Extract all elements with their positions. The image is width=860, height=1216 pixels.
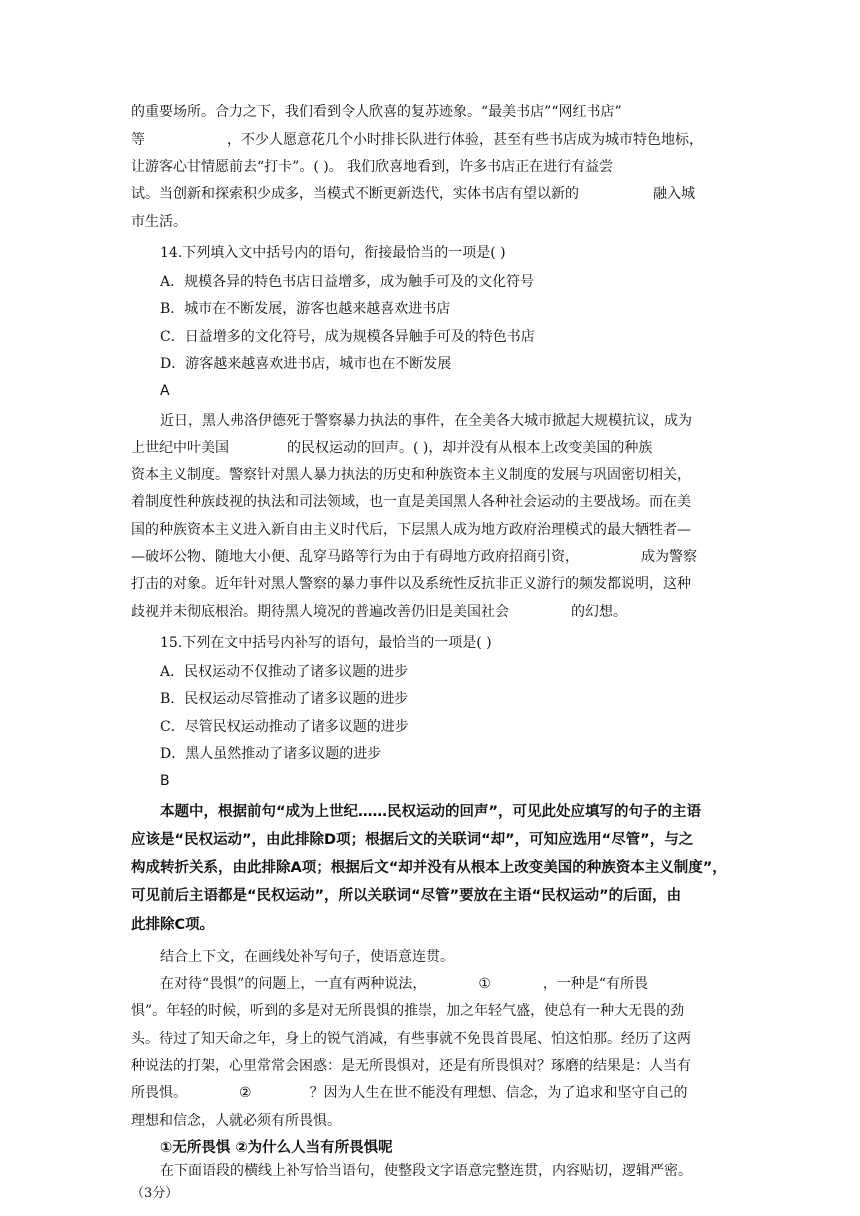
q15-answer: B xyxy=(160,773,170,789)
passage1-line5: 市生活。 xyxy=(131,214,187,230)
q15-option-c: C．尽管民权运动推动了诸多议题的进步 xyxy=(160,719,409,735)
explanation-line2: 应该是“民权运动”，由此排除D项；根据后文的关联词“却”，可知应选用“尽管”，与之 xyxy=(131,832,694,848)
q14-option-c: C．日益增多的文化符号，成为规模各异触手可及的特色书店 xyxy=(160,329,535,345)
passage2-line4: 着制度性种族歧视的执法和司法领域，也一直是美国黑人各种社会运动的主要战场。而在美 xyxy=(131,494,691,510)
q16-line4: 种说法的打架，心里常常会困惑：是无所畏惧对，还是有所畏惧对？琢磨的结果是：人当有 xyxy=(131,1058,691,1074)
explanation-line3: 构成转折关系，由此排除A项；根据后文“却并没有从根本上改变美国的种族资本主义制度”， xyxy=(131,860,727,876)
explanation-line5: 此排除C项。 xyxy=(131,917,215,933)
q16-line2: 惧”。年轻的时候，听到的多是对无所畏惧的推崇，加之年轻气盛，使总有一种大无畏的劲 xyxy=(131,1003,685,1019)
passage1-line4: 试。当创新和探索积少成多，当模式不断更新迭代，实体书店有望以新的 融入城 xyxy=(131,186,695,202)
q16-instruction: 结合上下文，在画线处补写句子，使语意连贯。 xyxy=(160,949,454,965)
q16-line3: 头。待过了知天命之年，身上的锐气消减，有些事就不免畏首畏尾、怕这怕那。经历了这两 xyxy=(131,1031,691,1047)
passage1-line1: 的重要场所。合力之下，我们看到令人欣喜的复苏迹象。“最美书店”“网红书店” xyxy=(131,104,622,120)
q14-option-a: A．规模各异的特色书店日益增多，成为触手可及的文化符号 xyxy=(160,274,535,290)
explanation-line4: 可见前后主语都是“民权运动”，所以关联词“尽管”要放在主语“民权运动”的后面，由 xyxy=(131,888,682,904)
q14-stem: 14.下列填入文中括号内的语句，衔接最恰当的一项是( ) xyxy=(160,245,506,261)
q17-line2: （3分） xyxy=(131,1186,179,1201)
passage2-line7: 打击的对象。近年针对黑人警察的暴力事件以及系统性反抗非正义游行的频发都说明，这种 xyxy=(131,576,691,592)
passage2-line6: —破坏公物、随地大小便、乱穿马路等行为由于有碍地方政府招商引资， 成为警察 xyxy=(131,549,697,565)
q14-answer: A xyxy=(160,383,170,399)
passage2-line1: 近日，黑人弗洛伊德死于警察暴力执法的事件，在全美各大城市掀起大规模抗议，成为 xyxy=(160,413,692,429)
explanation-line1: 本题中，根据前句“成为上世纪……民权运动的回声”，可见此处应填写的句子的主语 xyxy=(160,804,702,820)
passage1-line3: 让游客心甘情愿前去“打卡”。( )。 我们欣喜地看到，许多书店正在进行有益尝 xyxy=(131,159,614,175)
passage2-line5: 国的种族资本主义进入新自由主义时代后，下层黑人成为地方政府治理模式的最大牺牲者— xyxy=(131,522,691,538)
passage2-line2: 上世纪中叶美国 的民权运动的回声。( )，却并没有从根本上改变美国的种族 xyxy=(131,440,653,456)
q16-line1: 在对待“畏惧”的问题上，一直有两种说法， ① ，一种是“有所畏 xyxy=(160,976,649,992)
passage2-line8: 歧视并未彻底根治。期待黑人境况的普遍改善仍旧是美国社会 的幻想。 xyxy=(131,604,627,620)
q15-option-b: B．民权运动尽管推动了诸多议题的进步 xyxy=(160,691,409,707)
q15-option-d: D．黑人虽然推动了诸多议题的进步 xyxy=(160,746,382,762)
q15-stem: 15.下列在文中括号内补写的语句，最恰当的一项是( ) xyxy=(160,635,492,651)
q14-option-b: B．城市在不断发展，游客也越来越喜欢进书店 xyxy=(160,301,451,317)
q14-option-d: D．游客越来越喜欢进书店，城市也在不断发展 xyxy=(160,356,452,372)
passage1-line2: 等 ，不少人愿意花几个小时排长队进行体验，甚至有些书店成为城市特色地标， xyxy=(131,132,703,148)
q16-answer: ①无所畏惧 ②为什么人当有所畏惧呢 xyxy=(160,1140,393,1156)
q16-line6: 理想和信念，人就必须有所畏惧。 xyxy=(131,1113,341,1129)
q16-line5: 所畏惧。 ② ？因为人生在世不能没有理想、信念，为了追求和坚守自己的 xyxy=(131,1085,688,1101)
q15-option-a: A．民权运动不仅推动了诸多议题的进步 xyxy=(160,664,409,680)
passage2-line3: 资本主义制度。警察针对黑人暴力执法的历史和种族资本主义制度的发展与巩固密切相关， xyxy=(131,467,691,483)
q17-line1: 在下面语段的横线上补写恰当语句，使整段文字语意完整连贯，内容贴切，逻辑严密。 xyxy=(160,1163,692,1179)
